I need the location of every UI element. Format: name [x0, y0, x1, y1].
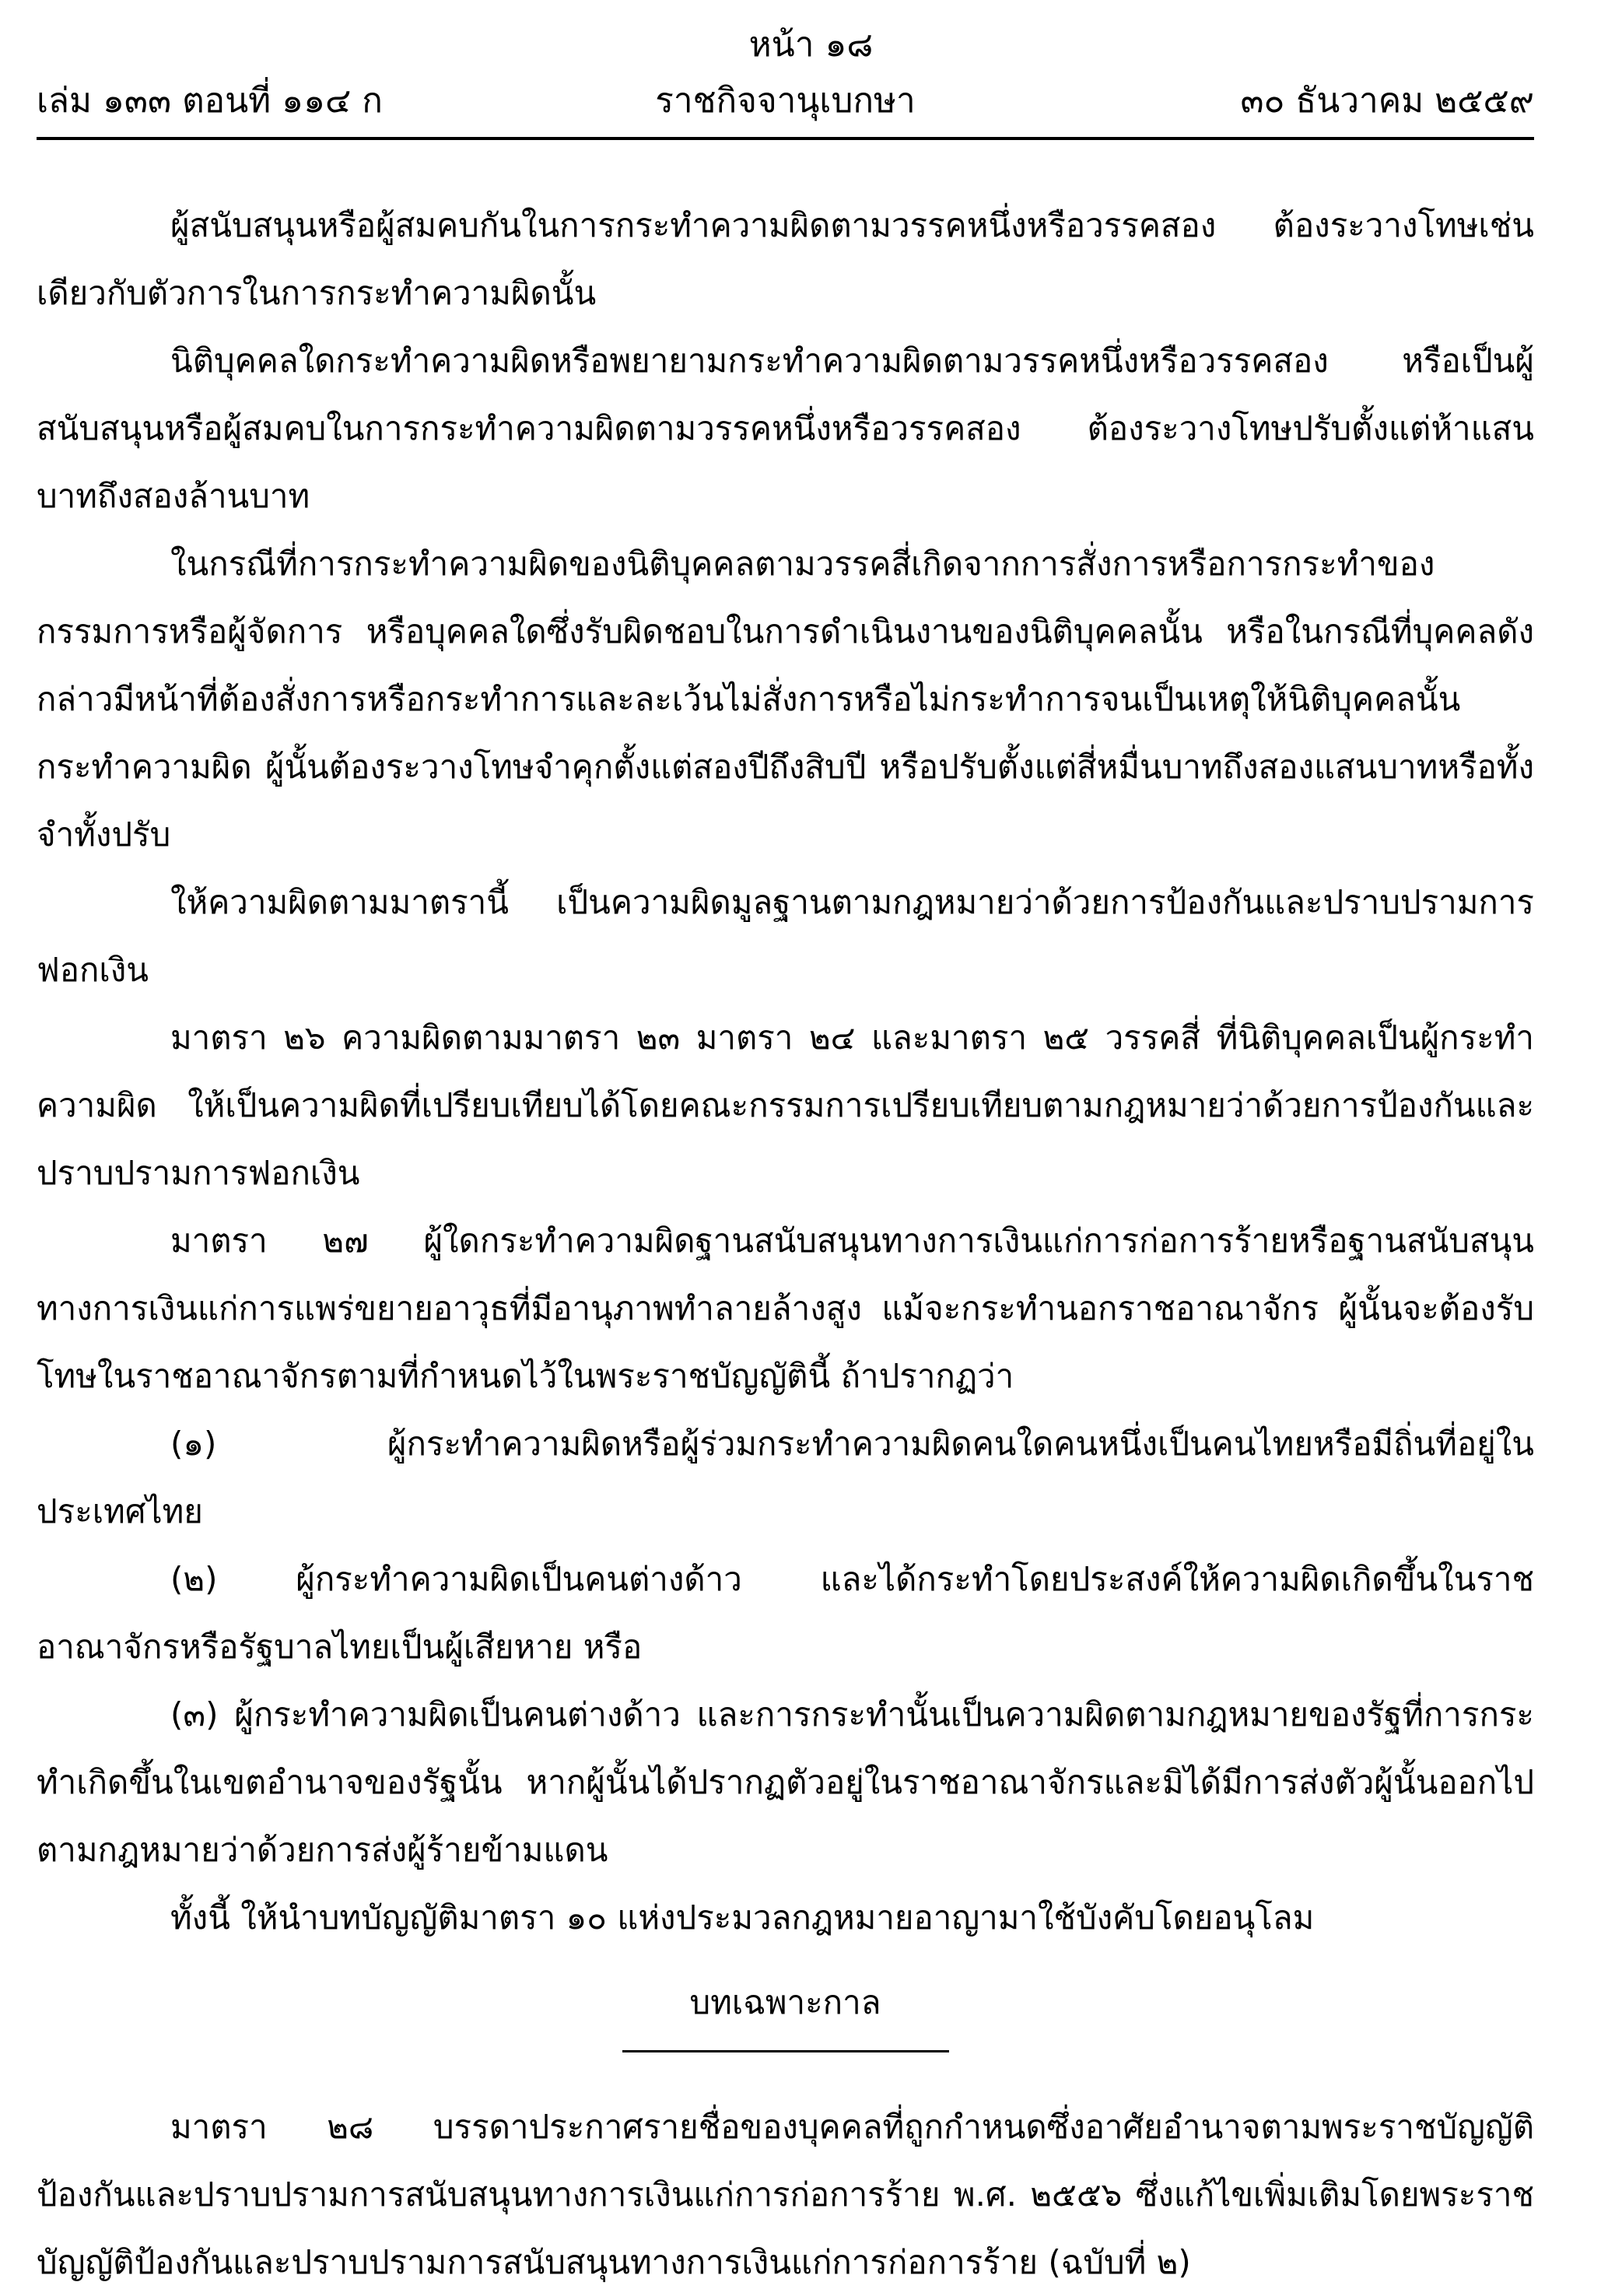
- section-26: มาตรา ๒๖ ความผิดตามมาตรา ๒๓ มาตรา ๒๔ และมาตรา ๒๕ วรรคสี่ ที่นิติบุคคลเป็นผู้กระทำความผิด ให้เป็นความผิดที่เปรียบเทียบได้โดยคณะกรรมการเปรียบเทียบตามกฎหมายว่าด้วยการป้องกันและปราบปรามการฟอกเงิน: [37, 1018, 1534, 1192]
- clause-3: (๓) ผู้กระทำความผิดเป็นคนต่างด้าว และการกระทำนั้นเป็นความผิดตามกฎหมายของรัฐที่การกระทำเกิดขึ้นในเขตอำนาจของรัฐนั้น หากผู้นั้นได้ปรากฏตัวอยู่ในราชอาณาจักรและมิได้มีการส่งตัวผู้นั้นออกไปตามกฎหมายว่าด้วยการส่งผู้ร้ายข้ามแดน: [37, 1695, 1534, 1869]
- paragraph: ในกรณีที่การกระทำความผิดของนิติบุคคลตามวรรคสี่เกิดจากการสั่งการหรือการกระทำของกรรมการหรือผู้จัดการ หรือบุคคลใดซึ่งรับผิดชอบในการดำเนินงานของนิติบุคคลนั้น หรือในกรณีที่บุคคลดังกล่าวมีหน้าที่ต้องสั่งการหรือกระทำการและละเว้นไม่สั่งการหรือไม่กระทำการจนเป็นเหตุให้นิติบุคคลนั้นกระทำความผิด ผู้นั้นต้องระวางโทษจำคุกตั้งแต่สองปีถึงสิบปี หรือปรับตั้งแต่สี่หมื่นบาทถึงสองแสนบาทหรือทั้งจำทั้งปรับ: [37, 545, 1534, 854]
- clause-2: (๒) ผู้กระทำความผิดเป็นคนต่างด้าว และได้กระทำโดยประสงค์ให้ความผิดเกิดขึ้นในราชอาณาจักรหรือรัฐบาลไทยเป็นผู้เสียหาย หรือ: [37, 1560, 1534, 1666]
- page-number: หน้า ๑๘: [748, 25, 874, 65]
- clause-1: (๑) ผู้กระทำความผิดหรือผู้ร่วมกระทำความผิดคนใดคนหนึ่งเป็นคนไทยหรือมีถิ่นที่อยู่ในประเทศไทย: [37, 1425, 1534, 1530]
- publication-name: ราชกิจจานุเบกษา: [655, 81, 916, 121]
- paragraph: ให้ความผิดตามมาตรานี้ เป็นความผิดมูลฐานตามกฎหมายว่าด้วยการป้องกันและปราบปรามการฟอกเงิน: [37, 883, 1534, 989]
- section-divider: [622, 2050, 949, 2052]
- gazette-header: [37, 76, 1534, 126]
- publication-date: ๓๐ ธันวาคม ๒๕๕๙: [1240, 81, 1534, 121]
- section-28: มาตรา ๒๘ บรรดาประกาศรายชื่อของบุคคลที่ถูกกำหนดซึ่งอาศัยอำนาจตามพระราชบัญญัติป้องกันและปราบปรามการสนับสนุนทางการเงินแก่การก่อการร้าย พ.ศ. ๒๕๕๖ ซึ่งแก้ไขเพิ่มเติมโดยพระราชบัญญัติป้องกันและปราบปรามการสนับสนุนทางการเงินแก่การก่อการร้าย (ฉบับที่ ๒): [37, 2108, 1534, 2281]
- section-27: มาตรา ๒๗ ผู้ใดกระทำความผิดฐานสนับสนุนทางการเงินแก่การก่อการร้ายหรือฐานสนับสนุนทางการเงินแก่การแพร่ขยายอาวุธที่มีอานุภาพทำลายล้างสูง แม้จะกระทำนอกราชอาณาจักร ผู้นั้นจะต้องรับโทษในราชอาณาจักรตามที่กำหนดไว้ในพระราชบัญญัตินี้ ถ้าปรากฏว่า: [37, 1222, 1534, 1395]
- header-rule: [37, 137, 1534, 140]
- document-body: [37, 191, 1534, 2296]
- volume-issue: เล่ม ๑๓๓ ตอนที่ ๑๑๔ ก: [37, 81, 383, 121]
- paragraph: ผู้สนับสนุนหรือผู้สมคบกันในการกระทำความผิดตามวรรคหนึ่งหรือวรรคสอง ต้องระวางโทษเช่นเดียวกับตัวการในการกระทำความผิดนั้น: [37, 206, 1534, 312]
- paragraph: ทั้งนี้ ให้นำบทบัญญัติมาตรา ๑๐ แห่งประมวลกฎหมายอาญามาใช้บังคับโดยอนุโลม: [170, 1898, 1315, 1937]
- paragraph: นิติบุคคลใดกระทำความผิดหรือพยายามกระทำความผิดตามวรรคหนึ่งหรือวรรคสอง หรือเป็นผู้สนับสนุนหรือผู้สมคบในการกระทำความผิดตามวรรคหนึ่งหรือวรรคสอง ต้องระวางโทษปรับตั้งแต่ห้าแสนบาทถึงสองล้านบาท: [37, 342, 1534, 515]
- transitional-provisions-heading: บทเฉพาะกาล: [689, 1983, 881, 2021]
